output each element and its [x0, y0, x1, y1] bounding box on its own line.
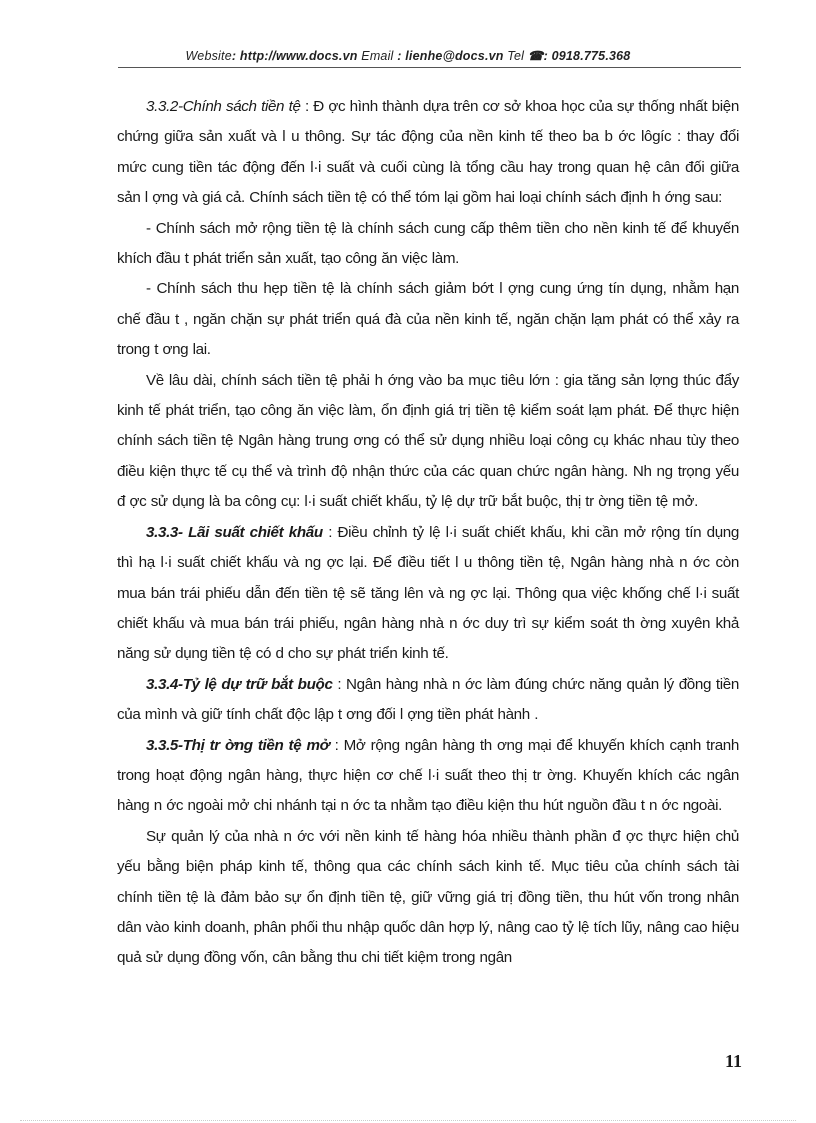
paragraph-text: - Chính sách mở rộng tiền tệ là chính sách cung cấp thêm tiền cho nền kinh tế để khuyến khích đầu t phát triển sản xuất, tạo công ăn việc làm. [117, 219, 739, 268]
paragraph-discount-rate [117, 518, 739, 670]
paragraph-open-market [117, 731, 739, 822]
section-heading: 3.3.3- Lãi suất chiết khấu [146, 523, 323, 541]
header-divider [118, 67, 741, 68]
tel-value: : 0918.775.368 [543, 49, 631, 63]
tel-label: Tel [503, 49, 528, 63]
website-link[interactable]: : http://www.docs.vn [231, 49, 358, 63]
section-heading: 3.3.5-Thị tr ờng tiền tệ mở [146, 736, 330, 754]
section-heading: 3.3.4-Tỷ lệ dự trữ bắt buộc [146, 675, 333, 693]
page-header [0, 48, 816, 63]
paragraph-text: Về lâu dài, chính sách tiền tệ phải h ớng vào ba mục tiêu lớn : gia tăng sản lợng thúc đẩy kinh tế phát triển, tạo công ăn việc làm, ổn định giá trị tiền tệ kiểm soát lạm phát. Để thực hiện chính sách tiền tệ Ngân hàng trung ơng có thể sử dụng nhiều loại công cụ khác nhau tùy theo điều kiện thực tế cụ thể và trình độ nhận thức của các quan chức ngân hàng. Nh ng trọng yếu đ ợc sử dụng là ba công cụ: l·i suất chiết khấu, tỷ lệ dự trữ bắt buộc, thị tr ờng tiền tệ mở. [117, 371, 739, 511]
paragraph-long-term-goals [117, 366, 739, 518]
paragraph-text: - Chính sách thu hẹp tiền tệ là chính sách giảm bớt l ợng cung ứng tín dụng, nhằm hạn chế đầu t , ngăn chặn sự phát triển quá đà của nền kinh tế, ngăn chặn lạm phát có thể xảy ra trong t ơng lai. [117, 280, 739, 359]
paragraph-text: : Ngân hàng nhà n ớc làm đúng chức năng quản lý đồng tiền của mình và giữ tính chất độc lập t ơng đối l ợng tiền phát hành . [117, 675, 739, 724]
page-number: 11 [724, 1051, 742, 1071]
paragraph-contractionary-policy [117, 274, 739, 365]
section-heading: 3.3.2-Chính sách tiền tệ [146, 98, 301, 115]
website-label: Website [185, 49, 232, 63]
email-label: Email [357, 49, 394, 63]
paragraph-state-management [117, 822, 739, 974]
paragraph-expansionary-policy [117, 214, 739, 275]
paragraph-text: : Mở rộng ngân hàng th ơng mại để khuyến khích cạnh tranh trong hoạt động ngân hàng, thực hiện cơ chế l·i suất theo thị tr ờng. Khuyến khích các ngân hàng n ớc ngoài mở chi nhánh tại n ớc ta nhằm tạo điều kiện thu hút nguồn đầu t n ớc ngoài. [117, 736, 739, 815]
paragraph-text: Sự quản lý của nhà n ớc với nền kinh tế hàng hóa nhiều thành phần đ ợc thực hiện chủ yếu bằng biện pháp kinh tế, thông qua các chính sách kinh tế. Mục tiêu của chính sách tài chính tiền tệ là đảm bảo sự ổn định tiền tệ, giữ vững giá trị đồng tiền, thu hút vốn trong nhân dân vào kinh doanh, phân phối thu nhập quốc dân hợp lý, nâng cao tỷ lệ tích lũy, nâng cao hiệu quả sử dụng đồng vốn, cân bằng thu chi tiết kiệm trong ngân [117, 827, 739, 967]
document-body [117, 92, 739, 974]
paragraph-text: : Đ ợc hình thành dựa trên cơ sở khoa học của sự thống nhất biện chứng giữa sản xuất và l u thông. Sự tác động của nền kinh tế theo ba b ớc lôgíc : thay đổi mức cung tiền tác động đến l·i suất và cuối cùng là tổng cầu hay trong quan hệ cân đối giữa sản l ợng và giá cả. Chính sách tiền tệ có thể tóm lại gồm hai loại chính sách định h ớng sau: [117, 98, 739, 207]
paragraph-monetary-policy [117, 92, 739, 214]
email-link[interactable]: : lienhe@docs.vn [393, 49, 504, 63]
footer-divider [20, 1120, 796, 1121]
phone-icon: ☎ [527, 49, 544, 63]
paragraph-reserve-ratio [117, 670, 739, 731]
paragraph-text: : Điều chỉnh tỷ lệ l·i suất chiết khấu, khi cần mở rộng tín dụng thì hạ l·i suất chiết khấu và ng ợc lại. Để điều tiết l u thông tiền tệ, Ngân hàng nhà n ớc còn mua bán trái phiếu dẫn đến tiền tệ sẽ tăng lên và ng ợc lại. Thông qua việc khống chế l·i suất chiết khấu và mua bán trái phiếu, ngân hàng nhà n ớc duy trì sự kiểm soát th ờng xuyên khả năng sử dụng tiền tệ có d cho sự phát triển kinh tế. [117, 523, 739, 663]
